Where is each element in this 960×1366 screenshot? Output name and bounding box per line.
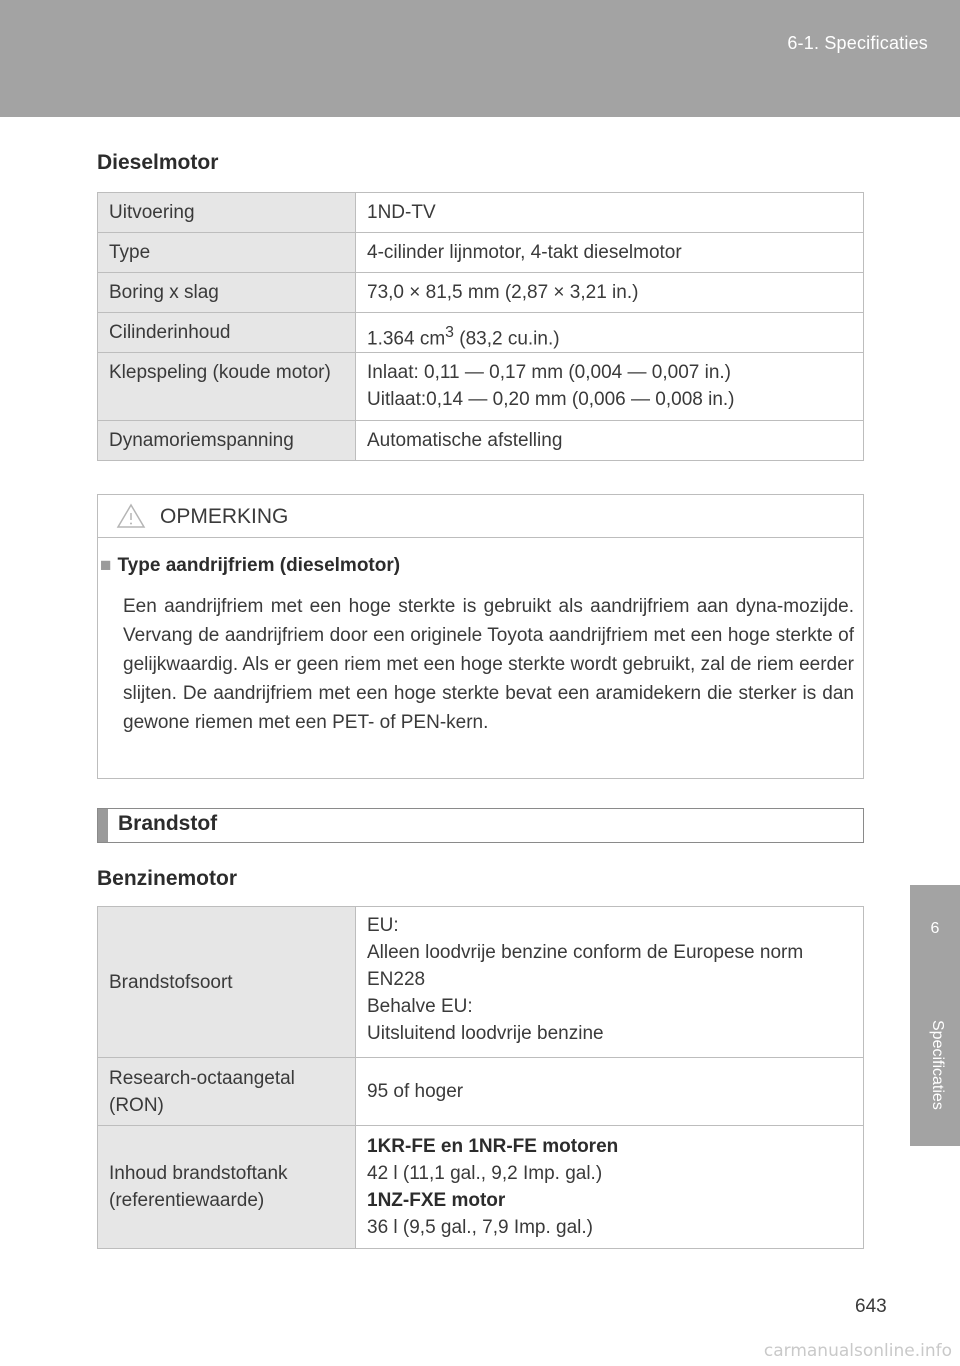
spec-key: Cilinderinhoud [98,313,356,353]
petrol-heading: Benzinemotor [97,867,238,890]
spec-value [356,907,864,1058]
spec-key: Type [98,233,356,273]
chapter-number: 6 [930,920,940,937]
spec-value: Automatische afstelling [356,421,864,461]
exhaust-clearance: Uitlaat:0,14 — 0,20 mm (0,006 — 0,008 in.) [367,389,735,411]
spec-value [356,1126,864,1249]
section-title: Brandstof [118,812,218,835]
table-row [98,313,864,353]
page-number: 643 [855,1296,887,1317]
spec-key: Inhoud brandstoftank (referentiewaarde) [98,1126,356,1249]
chapter-side-tab[interactable] [910,885,960,1146]
volume-value: 1.364 cm [367,328,446,350]
square-bullet-icon: ■ [100,555,112,576]
chapter-label: Specificaties [929,1020,946,1110]
engine-group-title: 1NZ-FXE motor [367,1190,506,1211]
spec-value [356,353,864,421]
fuel-line: EU: [367,915,399,936]
fuel-line: Behalve EU: [367,996,473,1017]
spec-key: Boring x slag [98,273,356,313]
notice-body: Een aandrijfriem met een hoge sterkte is gebruikt als aandrijfriem aan dyna-mozijde. Vervang de aandrijfriem door een originele Toyota aandrijfriem met een hoge sterkte of gelijkwaardig. Als er geen riem met een hoge sterkte wordt gebruikt, zal de riem eerder slijten. De aandrijfriem met een hoge sterkte bevat een aramidekern die sterker is dan gewone riemen met een PET- of PEN-kern. [123,596,854,733]
spec-value: 95 of hoger [356,1058,864,1126]
engine-group-title: 1KR-FE en 1NR-FE motoren [367,1136,619,1157]
tank-capacity: 36 l (9,5 gal., 7,9 Imp. gal.) [367,1217,594,1238]
table-row [98,1058,864,1126]
fuel-line: Uitsluitend loodvrije benzine [367,1023,604,1044]
tank-capacity: 42 l (11,1 gal., 9,2 Imp. gal.) [367,1163,603,1184]
spec-key: Brandstofsoort [98,907,356,1058]
petrol-spec-table [97,906,864,1249]
notice-subtitle-text: Type aandrijfriem (dieselmotor) [117,555,401,576]
table-row [98,353,864,421]
spec-value: 1ND-TV [356,193,864,233]
spec-key: Research-octaangetal (RON) [98,1058,356,1126]
section-accent [98,809,108,842]
table-row [98,193,864,233]
spec-key: Uitvoering [98,193,356,233]
inlet-clearance: Inlaat: 0,11 — 0,17 mm (0,004 — 0,007 in.) [367,362,732,384]
table-row [98,1126,864,1249]
notice-header [98,495,863,538]
spec-value [356,313,864,353]
diesel-spec-table [97,192,864,461]
spec-value: 4-cilinder lijnmotor, 4-takt dieselmotor [356,233,864,273]
table-row [98,907,864,1058]
table-row [98,421,864,461]
spec-key: Klepspeling (koude motor) [98,353,356,421]
notice-subtitle [100,555,400,577]
volume-imperial: (83,2 cu.in.) [453,328,560,350]
watermark: carmanualsonline.info [763,1341,952,1361]
table-row [98,273,864,313]
spec-value: 73,0 × 81,5 mm (2,87 × 3,21 in.) [356,273,864,313]
superscript: 3 [445,324,454,341]
section-title-bar [97,808,864,843]
warning-icon [116,503,146,529]
chapter-title: 6-1. Specificaties [787,33,928,53]
table-row [98,233,864,273]
fuel-line: Alleen loodvrije benzine conform de Europese norm EN228 [367,942,804,990]
spec-key: Dynamoriemspanning [98,421,356,461]
notice-box [97,494,864,779]
page-header [0,0,960,117]
diesel-heading: Dieselmotor [97,151,219,174]
notice-title: OPMERKING [160,505,289,528]
